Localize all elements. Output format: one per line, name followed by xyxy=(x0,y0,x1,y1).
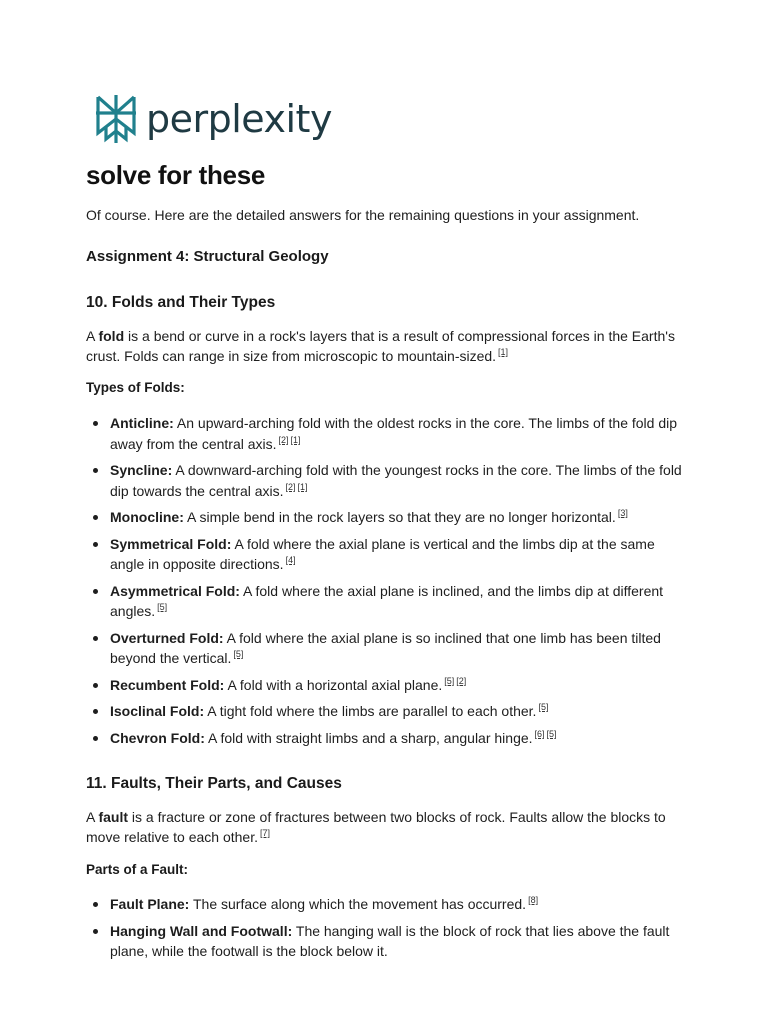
item-term: Anticline: xyxy=(110,415,174,431)
item-term: Syncline: xyxy=(110,462,173,478)
item-text: A tight fold where the limbs are parallel to each other. xyxy=(204,703,537,719)
item-text: A fold where the axial plane is so inclined that one limb has been tilted beyond the vertical. xyxy=(110,629,661,666)
fault-parts-list-wrapper xyxy=(86,894,686,962)
section-11-subheading: Parts of a Fault: xyxy=(86,862,189,877)
item-term: Fault Plane: xyxy=(110,896,190,912)
item-text: The surface along which the movement has occurred. xyxy=(189,896,527,912)
list-item xyxy=(86,534,686,575)
item-text: A simple bend in the rock layers so that they are no longer horizontal. xyxy=(183,509,616,525)
item-text: An upward-arching fold with the oldest rocks in the core. The limbs of the fold dip away from the central axis. xyxy=(110,415,678,452)
section-11-heading: 11. Faults, Their Parts, and Causes xyxy=(86,775,342,792)
page-title: solve for these xyxy=(86,160,266,190)
section-10-paragraph xyxy=(86,326,686,366)
list-item xyxy=(86,581,686,622)
fault-term: fault xyxy=(98,809,129,825)
item-term: Recumbent Fold: xyxy=(110,676,225,693)
item-text: A fold with a horizontal axial plane. xyxy=(224,676,443,693)
para-text: is a bend or curve in a rock's layers that is a result of compressional forces in the Earth's crust. Folds can range in size from microscopic to mountain-sized. xyxy=(86,328,675,364)
citation-link[interactable]: [5] xyxy=(538,702,549,713)
intro-text: Of course. Here are the detailed answers for the remaining questions in your assignment. xyxy=(86,207,640,223)
citation-link[interactable]: [8] xyxy=(528,895,539,906)
perplexity-logo-icon xyxy=(94,93,138,145)
citation-link[interactable]: [2] xyxy=(456,675,467,686)
list-item xyxy=(86,507,686,528)
citation-link[interactable]: [4] xyxy=(285,555,296,566)
item-term: Chevron Fold: xyxy=(110,729,205,746)
item-term: Symmetrical Fold: xyxy=(110,535,232,552)
item-text: A fold where the axial plane is inclined, and the limbs dip at different angles. xyxy=(110,582,664,619)
item-term: Isoclinal Fold: xyxy=(110,703,205,719)
citation-link[interactable]: [5] xyxy=(444,675,455,686)
item-term: Monocline: xyxy=(110,509,184,525)
citation-link[interactable]: [1] xyxy=(290,434,301,445)
assignment-heading: Assignment 4: Structural Geology xyxy=(86,248,329,265)
list-item xyxy=(86,894,686,915)
fold-term: fold xyxy=(98,328,125,344)
item-text: The hanging wall is the block of rock that lies above the fault plane, while the footwall is the block below it. xyxy=(110,922,670,959)
list-item xyxy=(86,675,686,696)
citation-link[interactable]: [5] xyxy=(546,728,557,739)
citation-link[interactable]: [2] xyxy=(285,481,296,492)
item-text: A fold where the axial plane is vertical and the limbs dip at the same angle in opposite directions. xyxy=(110,535,655,572)
section-10-subheading: Types of Folds: xyxy=(86,380,185,395)
brand-name: perplexity xyxy=(146,97,332,141)
para-text: is a fracture or zone of fractures between two blocks of rock. Faults allow the blocks to move relative to each other. xyxy=(86,809,666,845)
citation-link[interactable]: [7] xyxy=(260,828,271,839)
list-item xyxy=(86,413,686,454)
list-item xyxy=(86,921,686,962)
fold-types-list-wrapper xyxy=(86,413,686,748)
item-term: Asymmetrical Fold: xyxy=(110,582,240,599)
citation-link[interactable]: [3] xyxy=(617,508,628,519)
item-text: A fold with straight limbs and a sharp, angular hinge. xyxy=(204,729,533,746)
section-10-heading: 10. Folds and Their Types xyxy=(86,294,276,311)
list-item xyxy=(86,701,686,722)
citation-link[interactable]: [5] xyxy=(233,649,244,660)
para-text: A xyxy=(86,809,99,825)
citation-link[interactable]: [5] xyxy=(157,602,168,613)
para-text: A xyxy=(86,328,99,344)
item-term: Hanging Wall and Footwall: xyxy=(110,922,293,939)
fault-parts-list xyxy=(86,894,686,962)
perplexity-logo xyxy=(94,93,332,145)
list-item xyxy=(86,460,686,501)
citation-link[interactable]: [2] xyxy=(278,434,289,445)
citation-link[interactable]: [1] xyxy=(297,481,308,492)
citation-link[interactable]: [6] xyxy=(534,728,545,739)
item-term: Overturned Fold: xyxy=(110,629,224,646)
list-item xyxy=(86,628,686,669)
citation-link[interactable]: [1] xyxy=(498,347,509,358)
section-11-paragraph xyxy=(86,807,686,847)
fold-types-list xyxy=(86,413,686,748)
item-text: A downward-arching fold with the youngest rocks in the core. The limbs of the fold dip towards the central axis. xyxy=(110,462,682,499)
list-item xyxy=(86,728,686,749)
